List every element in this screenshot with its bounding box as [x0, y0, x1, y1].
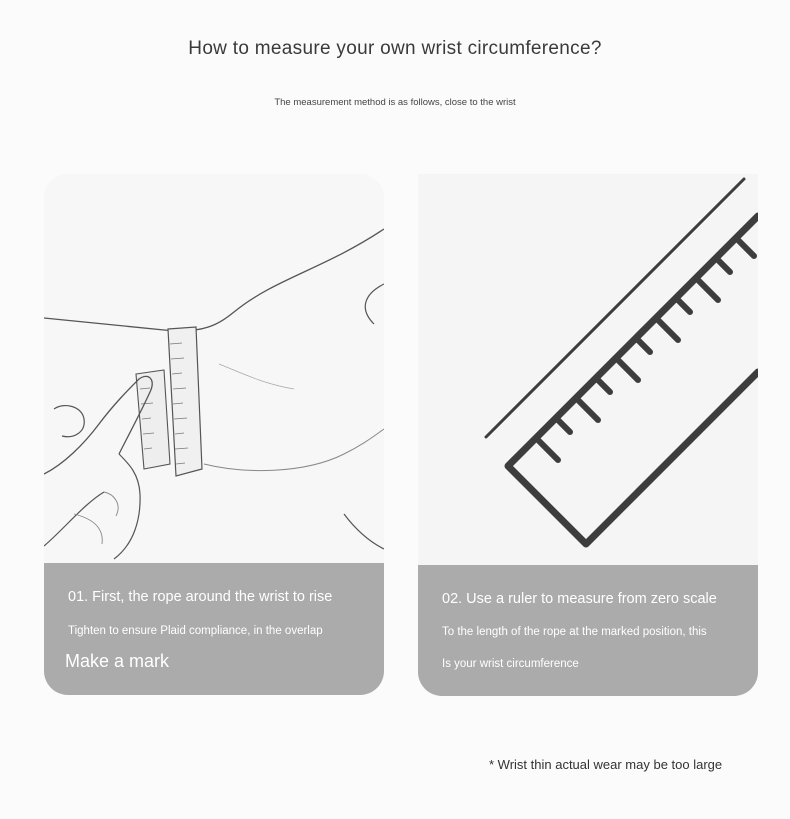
step1-card [44, 174, 384, 695]
step1-line2: Make a mark [65, 651, 170, 671]
step2-line2: Is your wrist circumference [442, 658, 579, 670]
fit-note: * Wrist thin actual wear may be too large [489, 757, 723, 772]
step2-heading: 02. Use a ruler to measure from zero scale [442, 591, 717, 607]
page-subtitle: The measurement method is as follows, close to the wrist [274, 97, 516, 108]
page-title: How to measure your own wrist circumference? [188, 38, 602, 59]
hand-wrist-tape-illustration-icon [44, 174, 384, 564]
step1-heading: 01. First, the rope around the wrist to rise [68, 589, 333, 605]
step1-line1: Tighten to ensure Plaid compliance, in the overlap [68, 625, 323, 637]
ruler-illustration-icon [418, 174, 758, 565]
step1-caption [44, 563, 384, 695]
step2-caption [418, 565, 758, 696]
step2-line1: To the length of the rope at the marked position, this [442, 626, 707, 638]
step2-card [418, 174, 758, 696]
